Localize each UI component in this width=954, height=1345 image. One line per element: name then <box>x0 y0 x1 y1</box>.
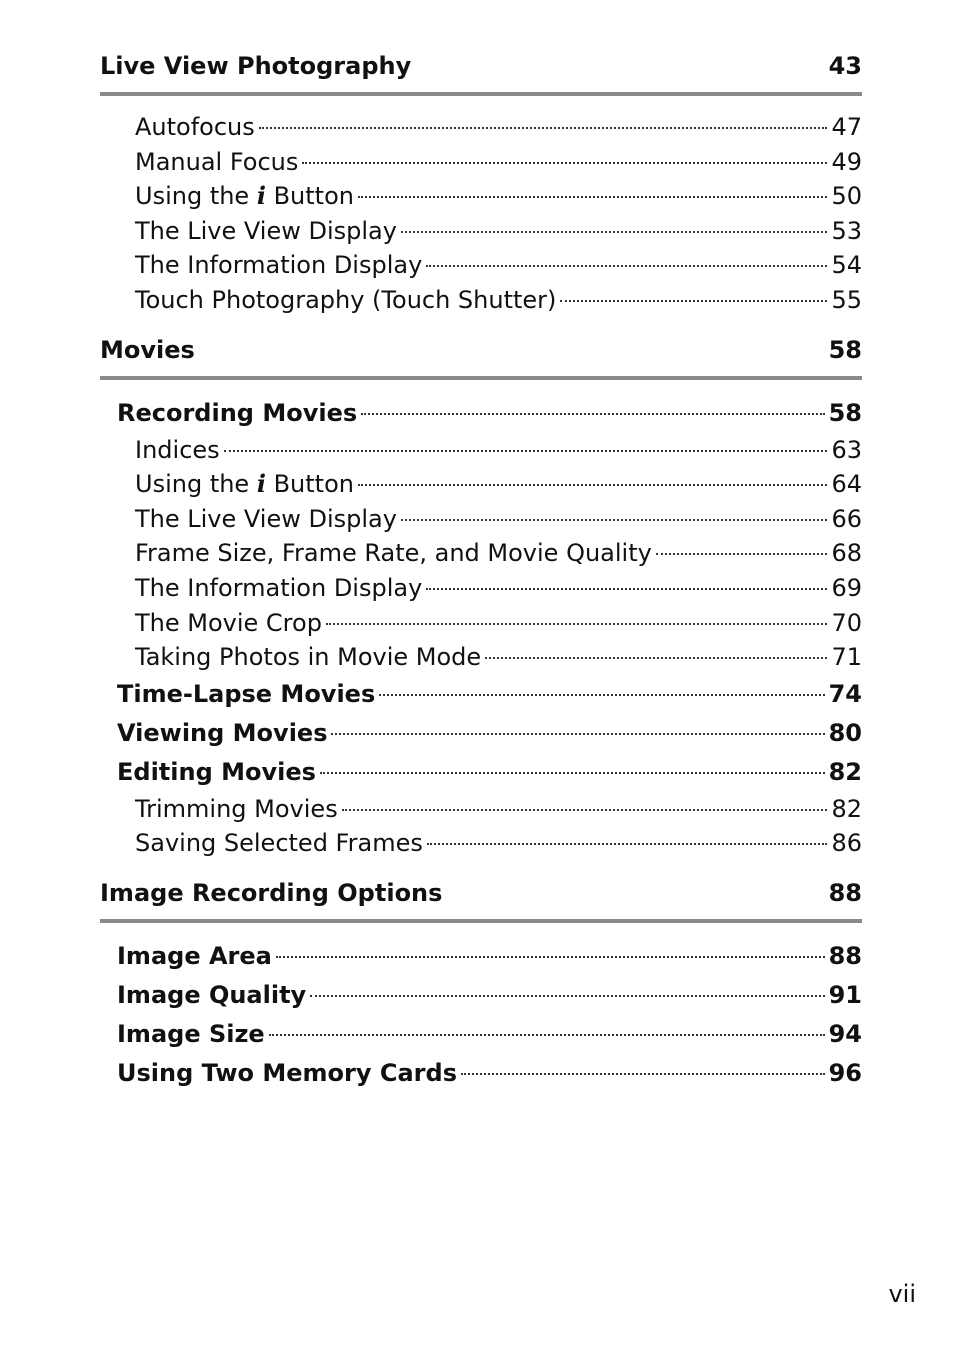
toc-entry[interactable] <box>100 536 862 571</box>
entry-title: Frame Size, Frame Rate, and Movie Quality <box>135 539 652 568</box>
leader-dots <box>358 196 827 198</box>
toc-entry[interactable] <box>100 1054 862 1093</box>
leader-dots <box>560 300 827 302</box>
toc-entry[interactable] <box>100 394 862 433</box>
entry-page-number: 58 <box>828 398 862 427</box>
entry-page-number: 94 <box>828 1019 862 1048</box>
section-page-number: 58 <box>828 335 862 364</box>
section-page-number: 88 <box>828 878 862 907</box>
entry-page-number: 54 <box>831 251 862 280</box>
entry-page-number: 70 <box>831 608 862 637</box>
entry-page-number: 96 <box>828 1058 862 1087</box>
leader-dots <box>320 772 825 774</box>
entry-title: Editing Movies <box>117 757 316 786</box>
leader-dots <box>331 733 824 735</box>
leader-dots <box>426 588 827 590</box>
section-page-number: 43 <box>828 52 862 80</box>
entry-page-number: 47 <box>831 113 862 141</box>
toc-entry[interactable] <box>100 753 862 792</box>
entry-page-number: 49 <box>831 147 862 176</box>
leader-dots <box>427 843 828 845</box>
page-folio: vii <box>888 1280 916 1308</box>
entry-title: Indices <box>135 435 220 464</box>
section-title: Image Recording Options <box>100 878 443 907</box>
entry-title: Manual Focus <box>135 147 299 176</box>
toc-entry[interactable] <box>100 571 862 606</box>
toc-entry[interactable] <box>100 283 862 318</box>
entry-title: The Information Display <box>135 573 423 602</box>
entry-title: Image Size <box>117 1019 265 1048</box>
leader-dots <box>259 127 828 129</box>
toc-section-live-view-photography <box>100 44 862 318</box>
entry-title: Image Area <box>117 941 272 970</box>
leader-dots <box>401 519 828 521</box>
entry-page-number: 68 <box>831 539 862 568</box>
toc-entry[interactable] <box>100 1015 862 1054</box>
toc-entry[interactable] <box>100 937 862 976</box>
leader-dots <box>361 413 824 415</box>
entry-title: Using the i Button <box>135 469 354 499</box>
section-heading[interactable] <box>100 871 862 915</box>
entry-title: Trimming Movies <box>135 794 338 823</box>
entry-page-number: 64 <box>831 470 862 499</box>
toc-entry[interactable] <box>100 145 862 180</box>
leader-dots <box>326 623 828 625</box>
toc-entry[interactable] <box>100 976 862 1015</box>
entry-page-number: 50 <box>831 182 862 211</box>
leader-dots <box>269 1034 825 1036</box>
entry-page-number: 55 <box>831 285 862 314</box>
entry-page-number: 82 <box>831 794 862 823</box>
entry-title: The Live View Display <box>135 216 397 245</box>
toc-entry[interactable] <box>100 214 862 249</box>
entry-page-number: 53 <box>831 216 862 245</box>
section-divider <box>100 92 862 96</box>
entry-title: Taking Photos in Movie Mode <box>135 643 482 672</box>
toc-entry[interactable] <box>100 248 862 283</box>
toc-entry[interactable] <box>100 606 862 641</box>
toc-entry[interactable] <box>100 467 862 502</box>
i-button-icon: i <box>256 469 266 499</box>
entry-page-number: 86 <box>831 829 862 858</box>
entry-page-number: 69 <box>831 573 862 602</box>
toc-entry[interactable] <box>100 714 862 753</box>
entry-page-number: 74 <box>828 679 862 708</box>
leader-dots <box>276 956 825 958</box>
table-of-contents <box>100 44 862 1093</box>
leader-dots <box>485 657 827 659</box>
toc-section-image-recording-options <box>100 871 862 1093</box>
toc-section-movies <box>100 328 862 861</box>
toc-entry[interactable] <box>100 110 862 145</box>
entry-page-number: 71 <box>831 643 862 672</box>
entry-page-number: 80 <box>828 718 862 747</box>
toc-entry[interactable] <box>100 675 862 714</box>
i-button-icon: i <box>256 181 266 211</box>
leader-dots <box>461 1073 825 1075</box>
section-heading[interactable] <box>100 328 862 372</box>
section-divider <box>100 376 862 380</box>
entry-page-number: 63 <box>831 435 862 464</box>
leader-dots <box>310 995 824 997</box>
entry-title: The Movie Crop <box>135 608 322 637</box>
toc-entry[interactable] <box>100 502 862 537</box>
leader-dots <box>302 162 827 164</box>
entry-title: Saving Selected Frames <box>135 829 423 858</box>
entry-title: Viewing Movies <box>117 718 328 747</box>
leader-dots <box>656 553 828 555</box>
leader-dots <box>342 809 828 811</box>
section-divider <box>100 919 862 923</box>
toc-entry[interactable] <box>100 792 862 827</box>
section-heading[interactable] <box>100 44 862 88</box>
entry-page-number: 66 <box>831 504 862 533</box>
section-title: Live View Photography <box>100 52 412 80</box>
leader-dots <box>401 231 828 233</box>
entry-title: Time-Lapse Movies <box>117 679 376 708</box>
leader-dots <box>224 450 828 452</box>
entry-page-number: 88 <box>828 941 862 970</box>
toc-entry[interactable] <box>100 826 862 861</box>
toc-entry[interactable] <box>100 433 862 468</box>
entry-title: The Information Display <box>135 251 423 280</box>
toc-entry[interactable] <box>100 640 862 675</box>
toc-entry[interactable] <box>100 179 862 214</box>
entry-title: Using Two Memory Cards <box>117 1058 457 1087</box>
section-title: Movies <box>100 335 195 364</box>
entry-title: The Live View Display <box>135 504 397 533</box>
leader-dots <box>426 265 827 267</box>
entry-title: Recording Movies <box>117 398 358 427</box>
entry-title: Using the i Button <box>135 181 354 211</box>
leader-dots <box>358 484 827 486</box>
entry-title: Autofocus <box>135 113 255 141</box>
entry-page-number: 91 <box>828 980 862 1009</box>
leader-dots <box>379 694 824 696</box>
entry-title: Image Quality <box>117 980 307 1009</box>
entry-title: Touch Photography (Touch Shutter) <box>135 285 557 314</box>
entry-page-number: 82 <box>828 757 862 786</box>
